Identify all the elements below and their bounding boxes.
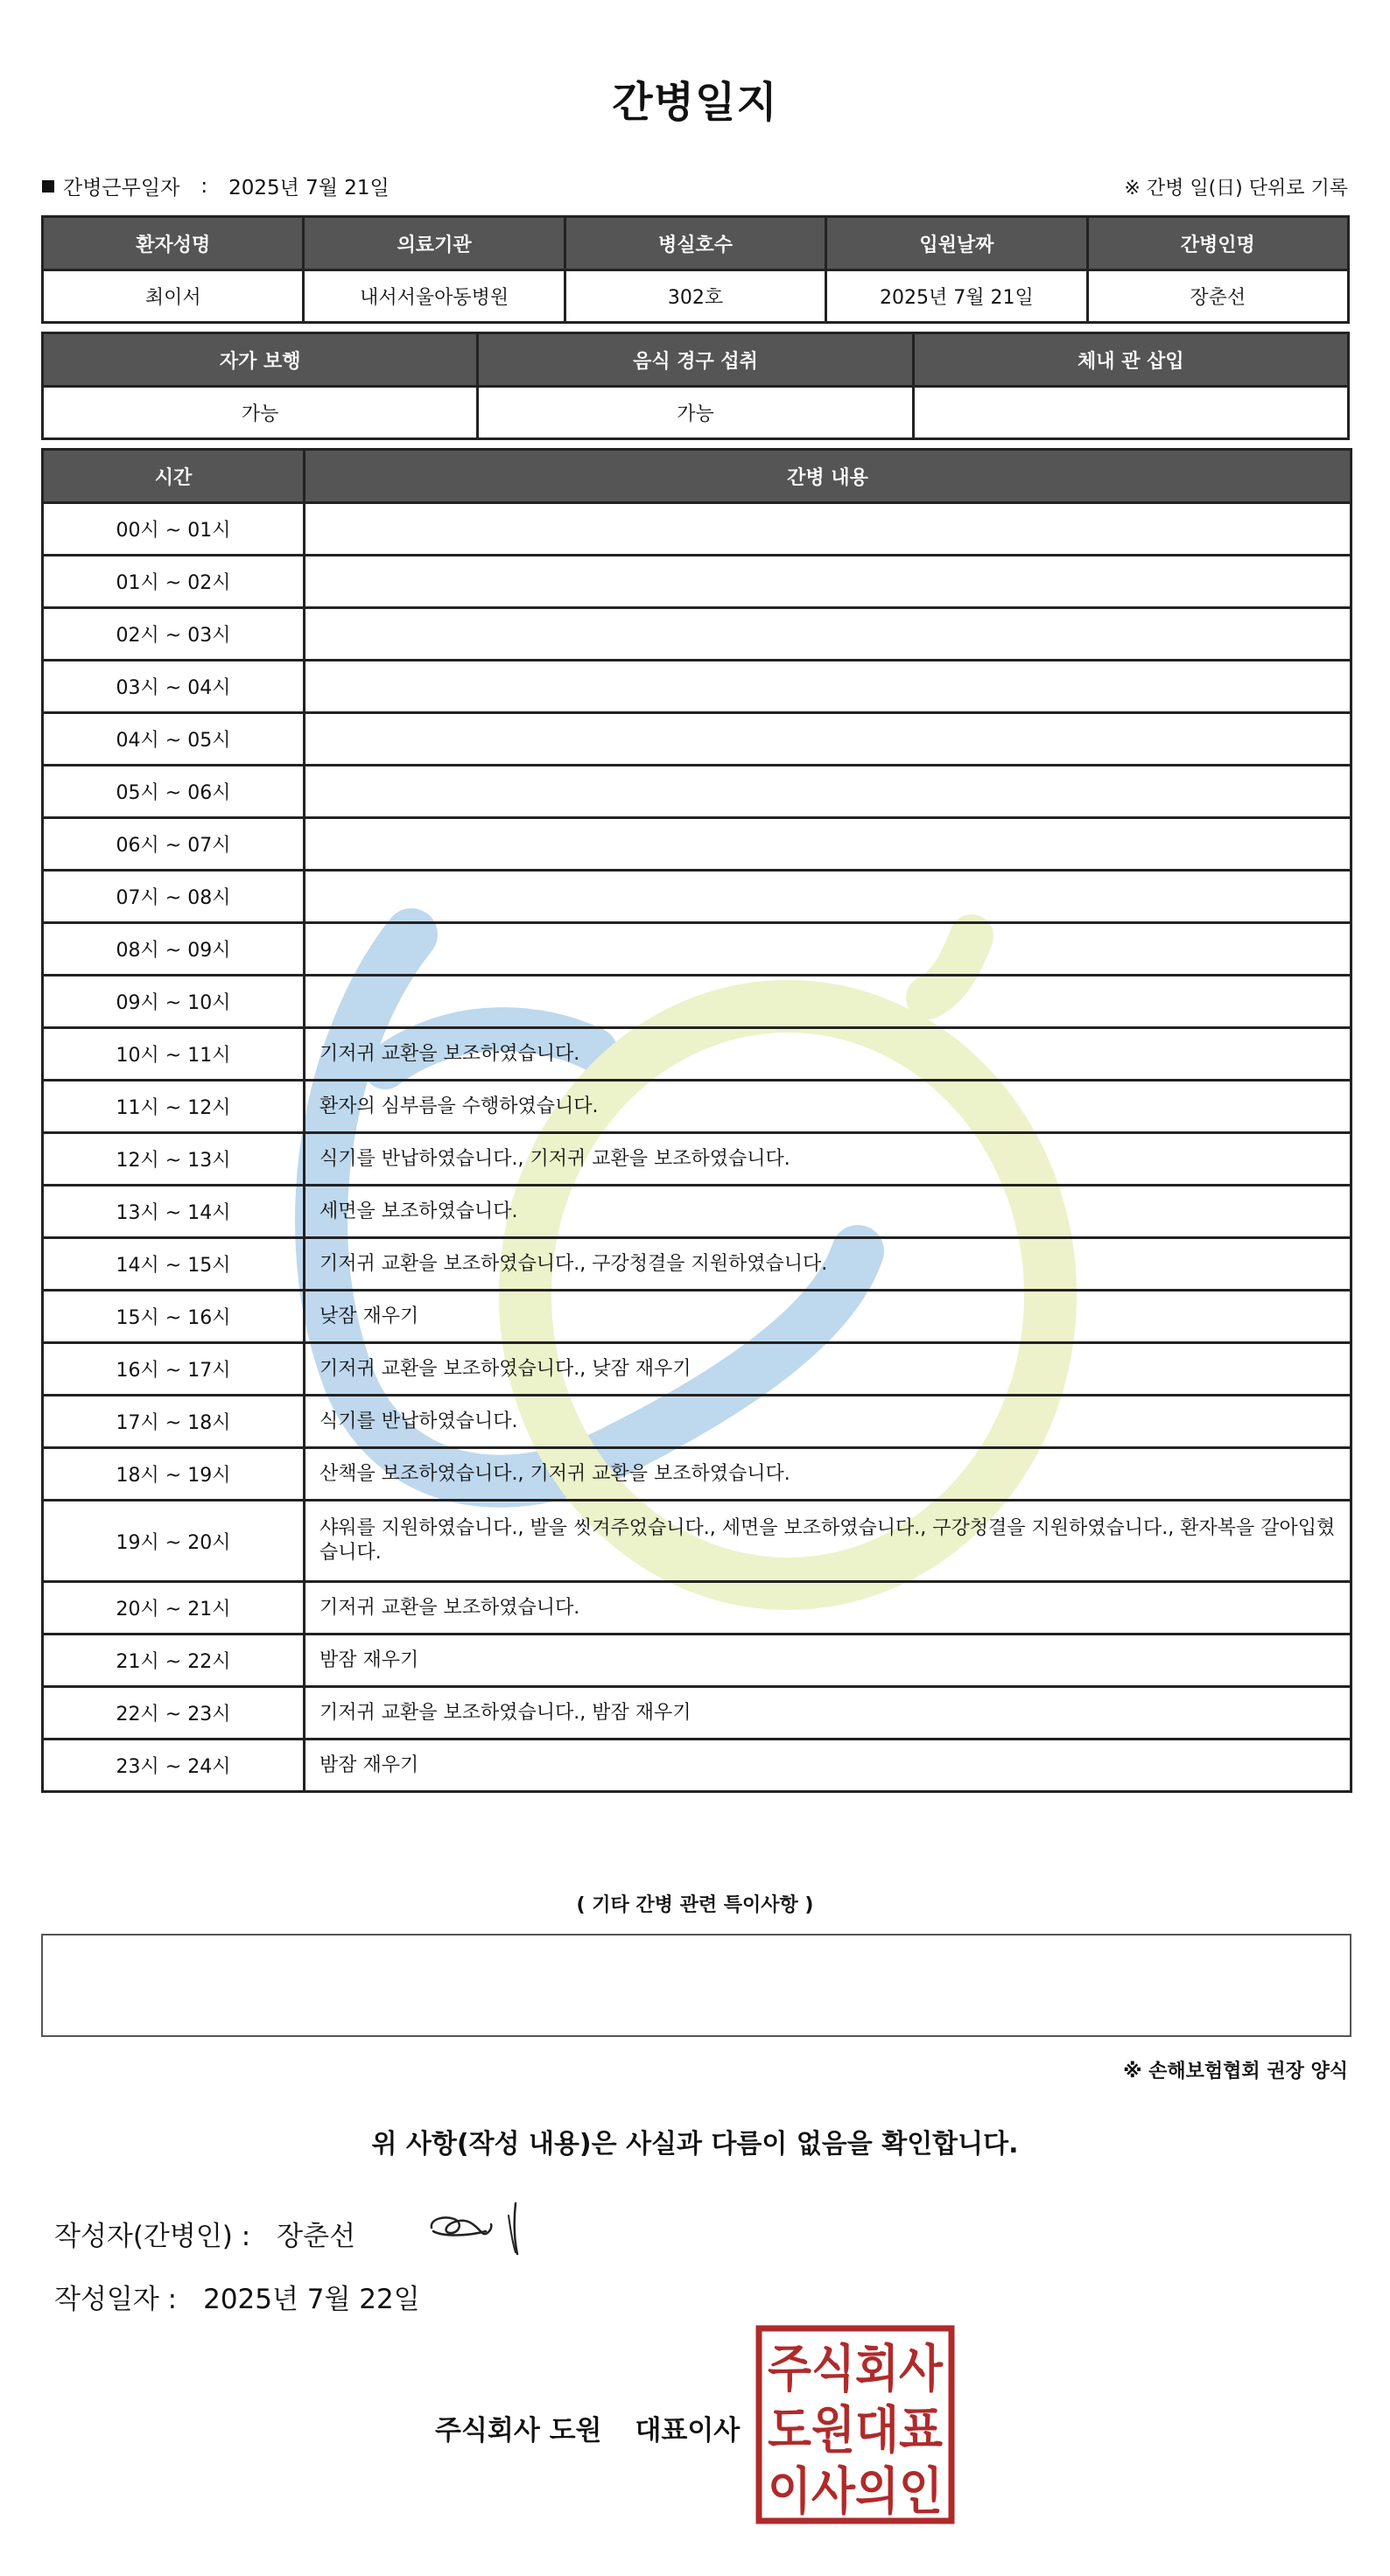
- log-content: [305, 503, 1351, 556]
- header-institution: 의료기관: [304, 217, 565, 270]
- header-room: 병실호수: [565, 217, 825, 270]
- log-content: 기저귀 교환을 보조하였습니다., 구강청결을 지원하였습니다.: [305, 1238, 1351, 1291]
- table-row: [43, 608, 1351, 661]
- log-content: 산책을 보조하였습니다., 기저귀 교환을 보조하였습니다.: [305, 1448, 1351, 1501]
- writer-line: [54, 2214, 355, 2253]
- log-time: 09시 ~ 10시: [43, 976, 305, 1028]
- caregiver-name: 장춘선: [1087, 270, 1348, 323]
- log-time: 17시 ~ 18시: [43, 1396, 305, 1448]
- log-time: 15시 ~ 16시: [43, 1291, 305, 1343]
- table-row: [43, 556, 1351, 608]
- table-row: [43, 1634, 1351, 1687]
- signature-image: [425, 2198, 538, 2259]
- log-time: 04시 ~ 05시: [43, 713, 305, 766]
- log-time: 21시 ~ 22시: [43, 1634, 305, 1687]
- table-row: [43, 1740, 1351, 1792]
- company-line: [435, 2408, 740, 2447]
- ceo-title: 대표이사: [635, 2415, 741, 2446]
- log-content: [305, 976, 1351, 1028]
- log-content: 기저귀 교환을 보조하였습니다., 밤잠 재우기: [305, 1687, 1351, 1740]
- header-caregiver: 간병인명: [1087, 217, 1348, 270]
- log-time: 23시 ~ 24시: [43, 1740, 305, 1792]
- company-name: 주식회사 도원: [435, 2415, 602, 2446]
- table-row: [43, 1501, 1351, 1582]
- log-content: 샤워를 지원하였습니다., 발을 씻겨주었습니다., 세면을 보조하였습니다., 구강청결을 지원하였습니다., 환자복을 갈아입혔습니다.: [305, 1501, 1351, 1582]
- table-row: [43, 503, 1351, 556]
- log-content: [305, 818, 1351, 871]
- header-admission-date: 입원날짜: [826, 217, 1087, 270]
- table-row: [43, 871, 1351, 923]
- ability-value-row: [43, 387, 1349, 439]
- log-time: 07시 ~ 08시: [43, 871, 305, 923]
- writer-name: 장춘선: [277, 2221, 356, 2252]
- table-row: [43, 1291, 1351, 1343]
- oral-intake-value: 가능: [478, 387, 913, 439]
- table-row: [43, 1687, 1351, 1740]
- table-row: [43, 1028, 1351, 1081]
- table-row: [43, 1186, 1351, 1238]
- log-time: 08시 ~ 09시: [43, 923, 305, 976]
- table-row: [43, 1133, 1351, 1186]
- log-time: 10시 ~ 11시: [43, 1028, 305, 1081]
- written-date-line: [54, 2277, 420, 2316]
- written-date-value: 2025년 7월 22일: [203, 2284, 420, 2315]
- log-content: [305, 556, 1351, 608]
- table-row: [43, 661, 1351, 713]
- room-number: 302호: [565, 270, 825, 323]
- log-content: 환자의 심부름을 수행하였습니다.: [305, 1081, 1351, 1133]
- table-row: [43, 713, 1351, 766]
- remarks-title: ( 기타 간병 관련 특이사항 ): [576, 1894, 814, 1916]
- log-time: 02시 ~ 03시: [43, 608, 305, 661]
- table-row: [43, 1343, 1351, 1396]
- log-content: 기저귀 교환을 보조하였습니다.: [305, 1582, 1351, 1634]
- ability-header-row: [43, 333, 1349, 387]
- work-date: [42, 172, 390, 200]
- log-time: 22시 ~ 23시: [43, 1687, 305, 1740]
- table-row: [43, 766, 1351, 818]
- seal-line-1: 주식회사: [768, 2339, 944, 2398]
- table-row: [43, 1238, 1351, 1291]
- log-content: [305, 661, 1351, 713]
- header-walking: 자가 보행: [43, 333, 478, 387]
- patient-name: 최이서: [43, 270, 304, 323]
- bullet-square-icon: [42, 180, 54, 192]
- institution: 내서서울아동병원: [304, 270, 565, 323]
- confirmation-statement: 위 사항(작성 내용)은 사실과 다름이 없음을 확인합니다.: [371, 2129, 1019, 2160]
- admission-date: 2025년 7월 21일: [826, 270, 1087, 323]
- log-header-row: [43, 450, 1351, 503]
- log-content: 세면을 보조하였습니다.: [305, 1186, 1351, 1238]
- log-content: [305, 923, 1351, 976]
- log-time: 05시 ~ 06시: [43, 766, 305, 818]
- log-time: 20시 ~ 21시: [43, 1582, 305, 1634]
- log-content: 기저귀 교환을 보조하였습니다., 낮잠 재우기: [305, 1343, 1351, 1396]
- log-time: 11시 ~ 12시: [43, 1081, 305, 1133]
- log-time: 19시 ~ 20시: [43, 1501, 305, 1582]
- header-oral-intake: 음식 경구 섭취: [478, 333, 913, 387]
- log-time: 16시 ~ 17시: [43, 1343, 305, 1396]
- record-unit-note: ※ 간병 일(日) 단위로 기록: [1124, 178, 1348, 200]
- writer-label: 작성자(간병인) :: [54, 2221, 251, 2252]
- log-content: 식기를 반납하였습니다., 기저귀 교환을 보조하였습니다.: [305, 1133, 1351, 1186]
- log-time: 00시 ~ 01시: [43, 503, 305, 556]
- seal-line-3: 이사의인: [768, 2461, 943, 2521]
- table-row: [43, 923, 1351, 976]
- seal-line-2: 도원대표: [768, 2400, 943, 2460]
- table-row: [43, 1448, 1351, 1501]
- log-time: 13시 ~ 14시: [43, 1186, 305, 1238]
- header-tube: 체내 관 삽입: [913, 333, 1348, 387]
- patient-info-table: [41, 215, 1350, 324]
- log-content: [305, 766, 1351, 818]
- header-patient-name: 환자성명: [43, 217, 304, 270]
- log-content: 밤잠 재우기: [305, 1740, 1351, 1792]
- patient-value-row: [43, 270, 1349, 323]
- table-row: [43, 1081, 1351, 1133]
- log-time: 12시 ~ 13시: [43, 1133, 305, 1186]
- log-time: 01시 ~ 02시: [43, 556, 305, 608]
- log-content: 기저귀 교환을 보조하였습니다.: [305, 1028, 1351, 1081]
- page-title: 간병일지: [612, 78, 778, 127]
- header-time: 시간: [43, 450, 305, 503]
- log-content: 밤잠 재우기: [305, 1634, 1351, 1687]
- remarks-box: [41, 1934, 1351, 2037]
- log-content: 낮잠 재우기: [305, 1291, 1351, 1343]
- log-content: 식기를 반납하였습니다.: [305, 1396, 1351, 1448]
- header-content: 간병 내용: [305, 450, 1351, 503]
- log-content: [305, 608, 1351, 661]
- walking-value: 가능: [43, 387, 478, 439]
- written-date-label: 작성일자 :: [54, 2284, 178, 2315]
- log-body: [43, 503, 1351, 1792]
- work-date-value: 2025년 7월 21일: [228, 177, 390, 200]
- tube-value: [913, 387, 1348, 439]
- care-log-table: [41, 448, 1352, 1793]
- work-date-label: 간병근무일자: [63, 177, 180, 200]
- log-content: [305, 871, 1351, 923]
- table-row: [43, 1582, 1351, 1634]
- log-time: 06시 ~ 07시: [43, 818, 305, 871]
- work-date-separator: :: [200, 174, 208, 198]
- log-content: [305, 713, 1351, 766]
- table-row: [43, 976, 1351, 1028]
- log-time: 18시 ~ 19시: [43, 1448, 305, 1501]
- patient-ability-table: [41, 332, 1350, 440]
- log-time: 03시 ~ 04시: [43, 661, 305, 713]
- patient-header-row: [43, 217, 1349, 270]
- association-note: ※ 손해보험협회 권장 양식: [1123, 2061, 1348, 2082]
- table-row: [43, 818, 1351, 871]
- company-seal: [755, 2325, 955, 2524]
- table-row: [43, 1396, 1351, 1448]
- log-time: 14시 ~ 15시: [43, 1238, 305, 1291]
